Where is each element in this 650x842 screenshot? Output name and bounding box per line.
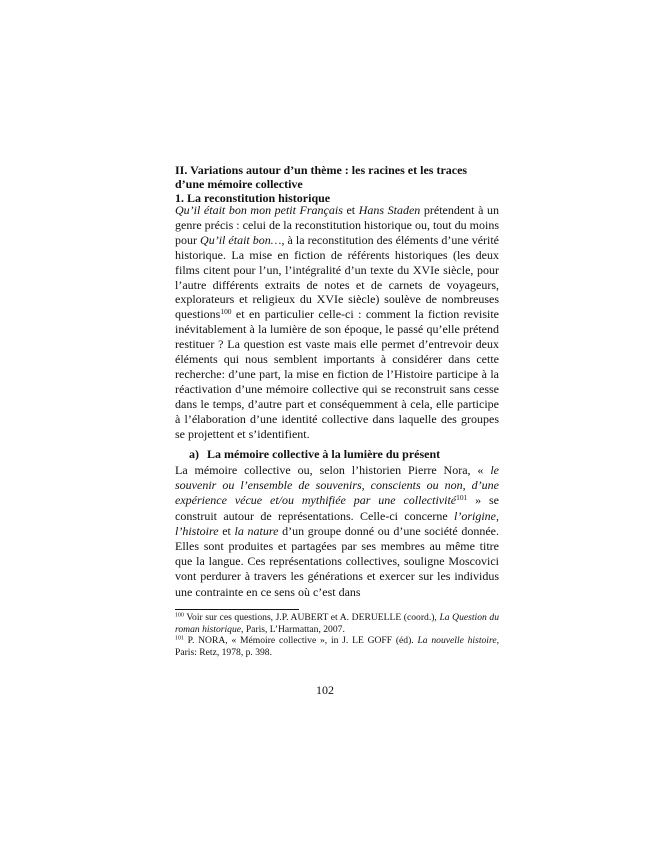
footnote-separator <box>175 609 299 610</box>
footnote-book-title: La Question du roman historique <box>175 612 499 635</box>
footnote-ref-101: 101 <box>456 493 468 503</box>
footnote-book-title: La nouvelle histoire <box>417 635 497 647</box>
paragraph-2-text: d’un groupe donné ou d’une société donnée. Elles sont produites et partagées par ses membres au même titre que la langue. Ces représentations collectives, souligne Moscovici vont perdurer à travers les générations et exercer sur les individus une contrainte en ce sens où c’est dans <box>175 523 499 599</box>
emphasis-nature: la nature <box>234 523 279 538</box>
paragraph-2-text: » se construit autour de représentations. Celle-ci concerne <box>175 493 500 523</box>
subsection-heading <box>175 447 499 462</box>
subsection-marker: a) <box>189 447 199 461</box>
page-number: 102 <box>316 683 334 697</box>
footnote-text: Voir sur ces questions, J.P. AUBERT et A. DERUELLE (coord.), <box>183 612 440 623</box>
nora-quote: le souvenir ou l’ensemble de souvenirs, conscients ou non, d’une expérience vécue et/ou mythifiée par une collectivité <box>175 463 499 508</box>
footnote-101 <box>175 635 499 658</box>
film-title-1: Qu’il était bon mon petit Français <box>175 203 343 217</box>
film-title-2: Hans Staden <box>358 203 421 217</box>
footnote-ref-100: 100 <box>220 307 232 317</box>
footnote-number: 100 <box>175 612 184 619</box>
paragraph-2-text: , <box>496 508 499 523</box>
footnote-text: P. NORA, « Mémoire collective », in J. LE GOFF (éd). <box>183 635 418 647</box>
subheading: 1. La reconstitution historique <box>175 191 331 205</box>
section-heading-line-2: d’une mémoire collective <box>175 177 303 191</box>
paragraph-1-text: et <box>342 203 359 217</box>
paragraph-2-text: et <box>218 523 235 538</box>
footnote-text: , Paris: Retz, 1978, p. 398. <box>175 635 499 658</box>
footnote-text: , Paris, L’Harmattan, 2007. <box>241 623 345 635</box>
paragraph-2-text: La mémoire collective ou, selon l’historien Pierre Nora, « <box>175 463 491 477</box>
subsection-title: La mémoire collective à la lumière du présent <box>207 447 441 461</box>
footnotes <box>175 612 499 658</box>
emphasis-origine: l’origine <box>454 508 496 523</box>
paragraph-1-text: prétendent à un genre précis : celui de la reconstitution historique ou, tout du moins pour <box>175 203 500 247</box>
footnote-100 <box>175 612 499 635</box>
section-heading <box>175 163 499 205</box>
emphasis-histoire: l’histoire <box>175 523 219 538</box>
footnote-number: 101 <box>175 635 184 642</box>
paragraph-1 <box>175 203 499 442</box>
paragraph-1-text: et en particulier celle-ci : comment la fiction revisite inévitablement à la lumière de son époque, le passé qu’elle prétend restituer ? La question est vaste mais elle permet d’entrevoir deux éléments qui nous semblent importants à considérer dans cette recherche: d’une part, la mise en fiction de l’Histoire participe à la réactivation d’une mémoire collective qui se reconstruit sans cesse dans le temps, d’autre part et conséquemment à cela, elle participe à l’élaboration d’une identité collective dans laquelle des groupes se projettent et s’identifient. <box>175 307 499 441</box>
film-title-short: Qu’il était bon… <box>200 232 282 247</box>
section-heading-line-1: II. Variations autour d’un thème : les racines et les traces <box>175 163 468 177</box>
paragraph-1-text: , à la reconstitution des éléments d’une vérité historique. La mise en fiction de référents historiques (les deux films citent pour l’un, l’intégralité d’un texte du XVIe siècle, pour l’autre différents extraits de notes et de carnets de voyageurs, explorateurs et religieux du XVIe siècle) soulève de nombreuses questions <box>175 232 500 322</box>
paragraph-2 <box>175 463 499 600</box>
